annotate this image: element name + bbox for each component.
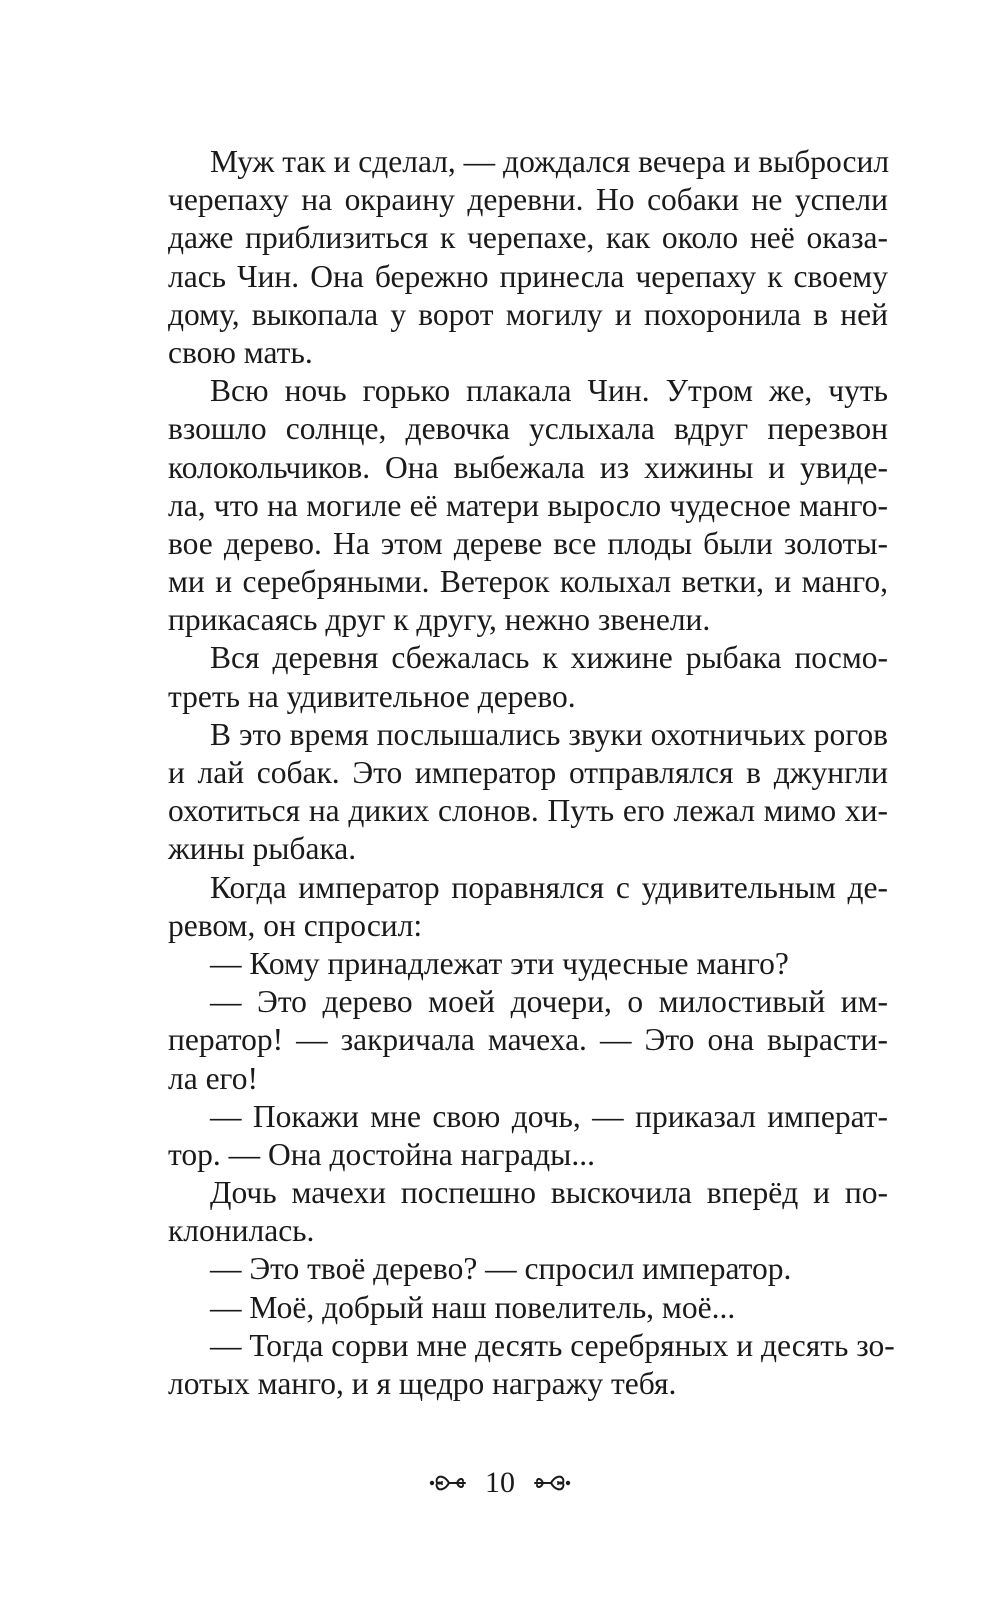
text-line: Всю ночь горько плакала Чин. Утром же, чуть bbox=[210, 373, 888, 409]
text-line: прикасаясь друг к другу, нежно звенели. bbox=[168, 602, 711, 638]
text-line: лотых манго, и я щедро награжу тебя. bbox=[168, 1366, 677, 1401]
text-line: Муж так и сделал, — дождался вечера и выбросил bbox=[210, 144, 890, 179]
text-line: колокольчиков. Она выбежала из хижины и увиде- bbox=[168, 449, 888, 485]
text-line: Дочь мачехи поспешно выскочила вперёд и по- bbox=[210, 1175, 888, 1211]
fleuron-left-icon bbox=[429, 1470, 469, 1496]
text-line: свою мать. bbox=[168, 334, 313, 370]
text-line: Когда император поравнялся с удивительным де- bbox=[210, 869, 888, 905]
text-line: ла, что на могиле её матери выросло чудесное манго- bbox=[168, 487, 888, 523]
page-footer bbox=[0, 1466, 1000, 1500]
text-line: ревом, он спросил: bbox=[168, 907, 423, 943]
text-line: жины рыбака. bbox=[168, 831, 357, 867]
text-line: даже приблизиться к черепахе, как около неё оказа- bbox=[168, 220, 888, 256]
text-line: В это время послышались звуки охотничьих рогов bbox=[210, 716, 888, 752]
text-line: — Моё, добрый наш повелитель, моё... bbox=[210, 1289, 736, 1325]
text-line: тор. — Она достойна награды... bbox=[168, 1136, 595, 1172]
text-line: черепаху на окраину деревни. Но собаки не успели bbox=[168, 182, 888, 218]
text-line: вое дерево. На этом дереве все плоды были золоты- bbox=[168, 525, 888, 561]
text-line: — Тогда сорви мне десять серебряных и десять зо- bbox=[210, 1327, 895, 1363]
text-line: ми и серебряными. Ветерок колыхал ветки, и манго, bbox=[168, 564, 888, 600]
text-line: — Покажи мне свою дочь, — приказал императ- bbox=[210, 1098, 888, 1134]
text-line: — Кому принадлежат эти чудесные манго? bbox=[210, 945, 789, 981]
text-line: Вся деревня сбежалась к хижине рыбака посмо- bbox=[210, 640, 888, 676]
text-line: взошло солнце, девочка услыхала вдруг перезвон bbox=[168, 411, 888, 447]
page-body bbox=[168, 143, 895, 1403]
text-line: охотиться на диких слонов. Путь его лежал мимо хи- bbox=[168, 793, 888, 829]
text-line: клонилась. bbox=[168, 1213, 315, 1249]
text-line: дому, выкопала у ворот могилу и похоронила в ней bbox=[168, 296, 888, 332]
text-line: треть на удивительное дерево. bbox=[168, 678, 576, 714]
text-line: и лай собак. Это император отправлялся в джунгли bbox=[168, 755, 888, 790]
text-line: лась Чин. Она бережно принесла черепаху к своему bbox=[168, 258, 888, 294]
text-line: ператор! — закричала мачеха. — Это она вырасти- bbox=[168, 1022, 888, 1058]
text-line: — Это дерево моей дочери, о милостивый им- bbox=[210, 984, 888, 1020]
page-number: 10 bbox=[485, 1466, 515, 1499]
text-line: ла его! bbox=[168, 1060, 258, 1096]
text-line: — Это твоё дерево? — спросил император. bbox=[210, 1251, 792, 1287]
fleuron-right-icon bbox=[531, 1470, 571, 1496]
